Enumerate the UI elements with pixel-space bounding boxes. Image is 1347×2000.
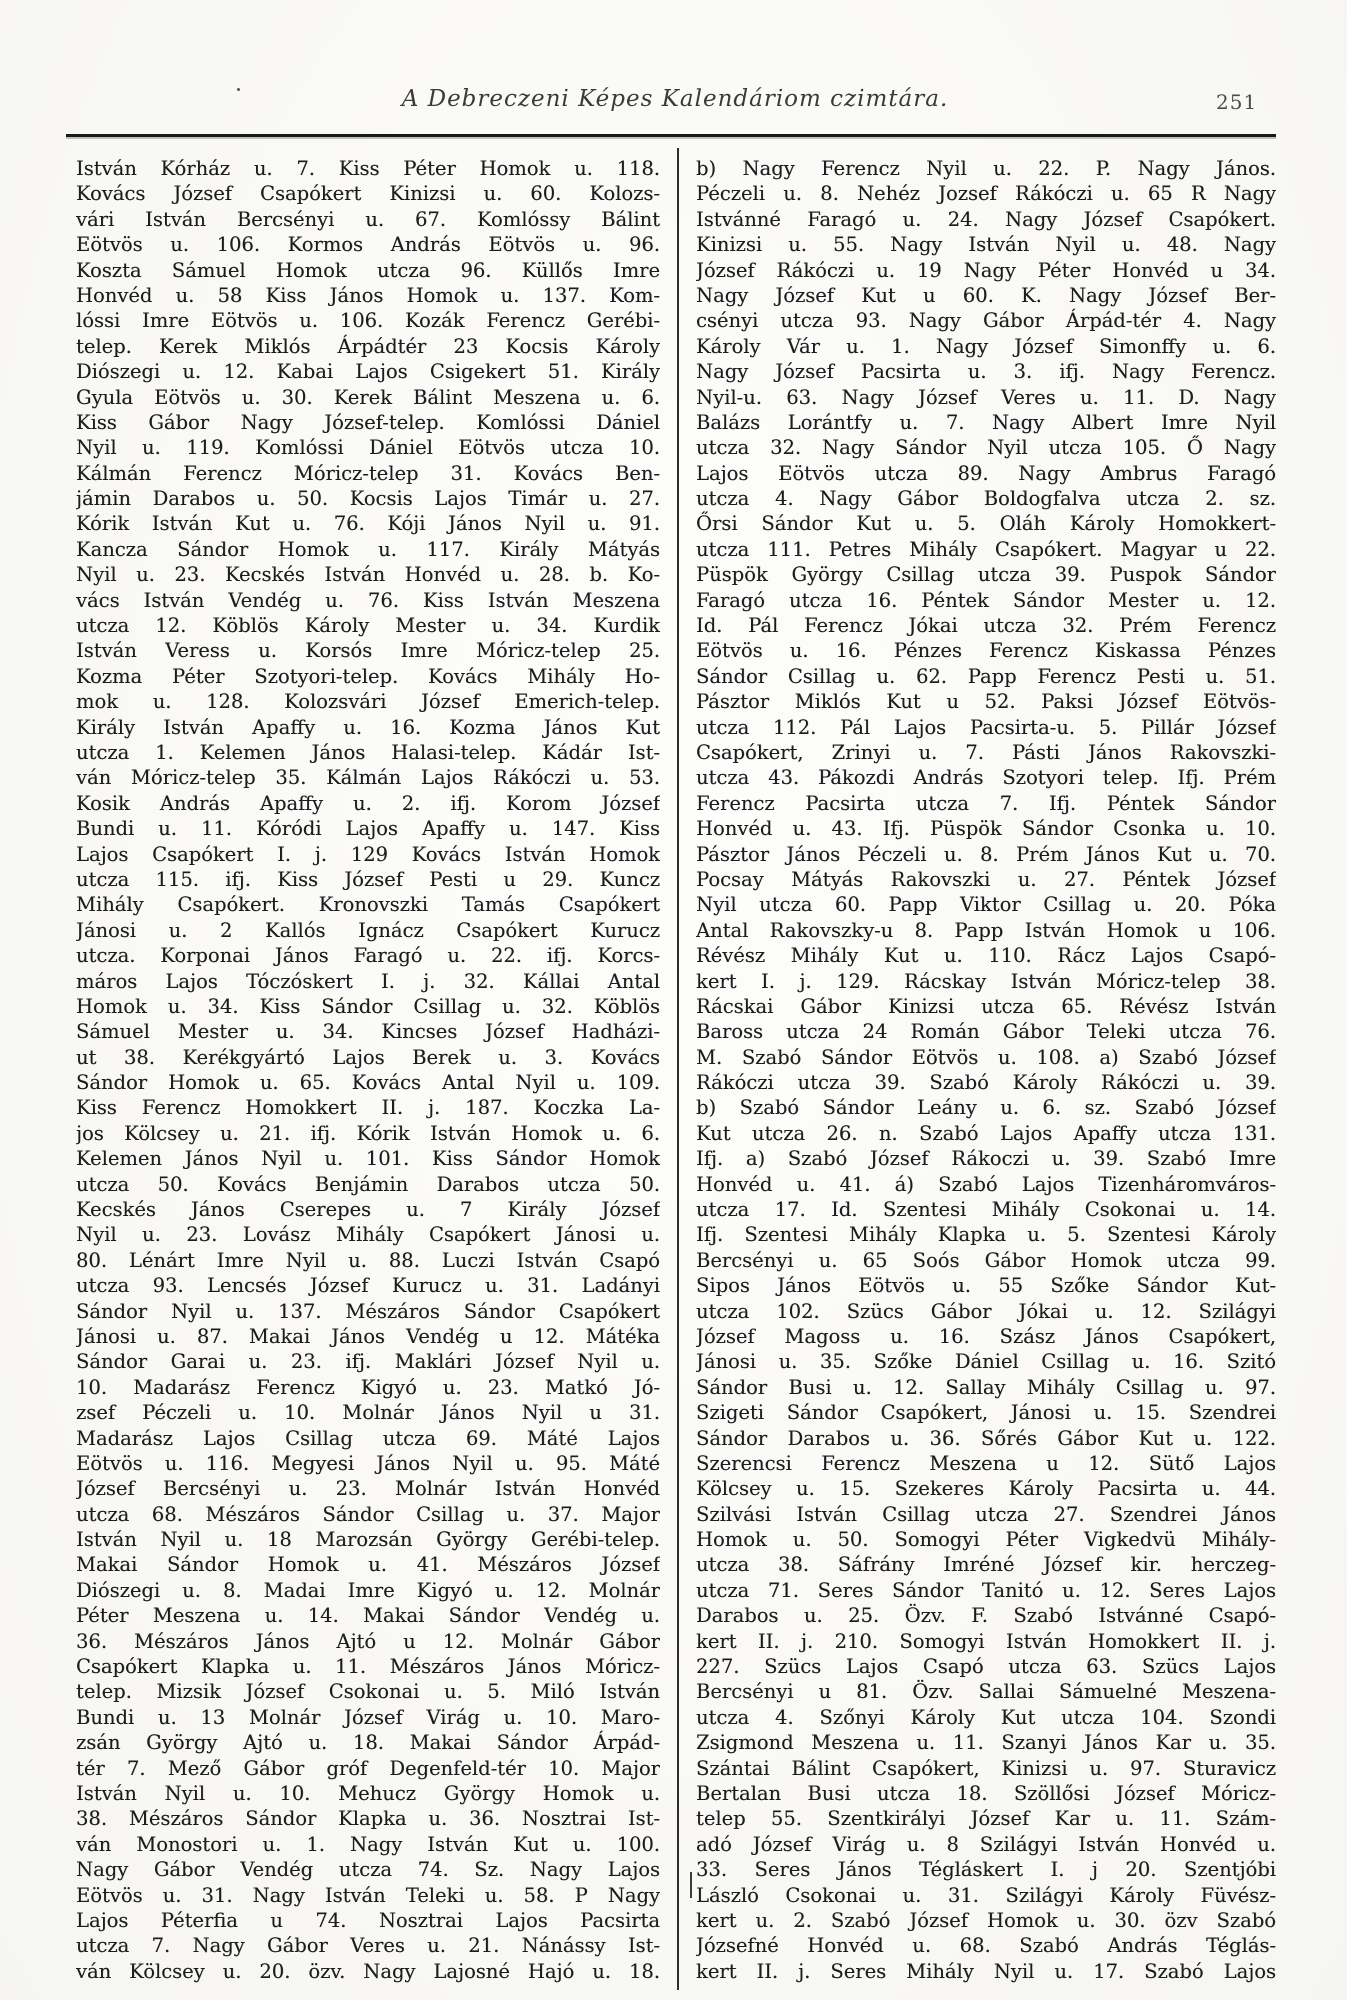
text-line: Bercsényi u. 65 Soós Gábor Homok utcza 99. <box>696 1248 1276 1272</box>
text-line: Honvéd u. 43. Ifj. Püspök Sándor Csonka u. 10. <box>696 817 1276 841</box>
text-line: Nyil u. 119. Komlóssi Dániel Eötvös utcza 10. <box>76 436 660 460</box>
text-line: Kancza Sándor Homok u. 117. Király Mátyás <box>76 537 660 561</box>
text-line: Péter Meszena u. 14. Makai Sándor Vendég u. <box>76 1604 660 1628</box>
text-line: csényi utcza 93. Nagy Gábor Árpád-tér 4. Nagy <box>696 309 1276 333</box>
text-line: Szigeti Sándor Csapókert, Jánosi u. 15. Szendrei <box>696 1401 1276 1425</box>
text-line: 10. Madarász Ferencz Kigyó u. 23. Matkó Jó- <box>76 1375 660 1399</box>
scan-speck <box>237 88 240 91</box>
text-line: Sándor Garai u. 23. ifj. Maklári József Nyil u. <box>76 1350 660 1374</box>
text-line: telep 55. Szentkirályi József Kar u. 11. Szám- <box>696 1807 1276 1831</box>
text-line: utcza 43. Pákozdi András Szotyori telep. Ifj. Prém <box>696 766 1276 790</box>
text-line: Sándor Darabos u. 36. Sőrés Gábor Kut u. 122. <box>696 1426 1276 1450</box>
text-line: utcza 38. Sáfrány Imréné József kir. herczeg- <box>696 1553 1276 1577</box>
text-line: 38. Mészáros Sándor Klapka u. 36. Nosztrai Ist- <box>76 1807 660 1831</box>
text-line: Pocsay Mátyás Rakovszki u. 27. Péntek József <box>696 867 1276 891</box>
text-line: Id. Pál Ferencz Jókai utcza 32. Prém Ferencz <box>696 614 1276 638</box>
text-line: kert II. j. Seres Mihály Nyil u. 17. Szabó Lajos <box>696 1959 1276 1983</box>
text-line: jos Kölcsey u. 21. ifj. Kórik István Homok u. 6. <box>76 1121 660 1145</box>
text-line: Kinizsi u. 55. Nagy István Nyil u. 48. Nagy <box>696 233 1276 257</box>
text-line: Lajos Eötvös utcza 89. Nagy Ambrus Faragó <box>696 461 1276 485</box>
text-line: Mihály Csapókert. Kronovszki Tamás Csapókert <box>76 893 660 917</box>
text-line: Faragó utcza 16. Péntek Sándor Mester u. 12. <box>696 588 1276 612</box>
text-line: Eötvös u. 116. Megyesi János Nyil u. 95. Máté <box>76 1451 660 1475</box>
scan-speck <box>690 1872 692 1898</box>
text-line: ván Kölcsey u. 20. özv. Nagy Lajosné Hajó u. 18. <box>76 1959 660 1983</box>
text-line: Kálmán Ferencz Móricz-telep 31. Kovács Ben- <box>76 461 660 485</box>
text-line: Bundi u. 13 Molnár József Virág u. 10. Maro- <box>76 1705 660 1729</box>
text-line: ván Móricz-telep 35. Kálmán Lajos Rákóczi u. 53. <box>76 766 660 790</box>
text-line: utcza 4. Nagy Gábor Boldogfalva utcza 2. sz. <box>696 487 1276 511</box>
text-line: kert I. j. 129. Rácskay István Móricz-telep 38. <box>696 969 1276 993</box>
text-line: Kut utcza 26. n. Szabó Lajos Apaffy utcza 131. <box>696 1121 1276 1145</box>
text-line: b) Szabó Sándor Leány u. 6. sz. Szabó József <box>696 1096 1276 1120</box>
text-line: Darabos u. 25. Özv. F. Szabó Istvánné Csapó- <box>696 1604 1276 1628</box>
text-line: Péczeli u. 8. Nehéz Jozsef Rákóczi u. 65 R Nagy <box>696 182 1276 206</box>
text-line: Nyil utcza 60. Papp Viktor Csillag u. 20. Póka <box>696 893 1276 917</box>
text-line: Eötvös u. 16. Pénzes Ferencz Kiskassa Pénzes <box>696 639 1276 663</box>
text-line: 227. Szücs Lajos Csapó utcza 63. Szücs Lajos <box>696 1655 1276 1679</box>
text-line: Jánosi u. 2 Kallós Ignácz Csapókert Kurucz <box>76 918 660 942</box>
text-line: Pásztor János Péczeli u. 8. Prém János Kut u. 70. <box>696 842 1276 866</box>
text-line: József Magoss u. 16. Szász János Csapókert, <box>696 1324 1276 1348</box>
text-line: Diószegi u. 12. Kabai Lajos Csigekert 51. Király <box>76 360 660 384</box>
text-line: Madarász Lajos Csillag utcza 69. Máté Lajos <box>76 1426 660 1450</box>
text-line: Makai Sándor Homok u. 41. Mészáros József <box>76 1553 660 1577</box>
page-number: 251 <box>1216 90 1258 114</box>
text-line: Istvánné Faragó u. 24. Nagy József Csapókert. <box>696 207 1276 231</box>
text-line: utcza. Korponai János Faragó u. 22. ifj. Korcs- <box>76 944 660 968</box>
text-line: Antal Rakovszky-u 8. Papp István Homok u 106. <box>696 918 1276 942</box>
text-line: Baross utcza 24 Román Gábor Teleki utcza 76. <box>696 1020 1276 1044</box>
text-line: Homok u. 34. Kiss Sándor Csillag u. 32. Köblös <box>76 994 660 1018</box>
text-line: utcza 112. Pál Lajos Pacsirta-u. 5. Pillár József <box>696 715 1276 739</box>
text-line: Sipos János Eötvös u. 55 Szőke Sándor Kut- <box>696 1274 1276 1298</box>
text-line: Sándor Nyil u. 137. Mészáros Sándor Csapókert <box>76 1299 660 1323</box>
text-line: Révész Mihály Kut u. 110. Rácz Lajos Csapó- <box>696 944 1276 968</box>
text-line: b) Nagy Ferencz Nyil u. 22. P. Nagy János. <box>696 157 1276 180</box>
text-line: Kiss Gábor Nagy József-telep. Komlóssi Dániel <box>76 410 660 434</box>
text-line: zsán György Ajtó u. 18. Makai Sándor Árpád- <box>76 1731 660 1755</box>
text-line: Eötvös u. 31. Nagy István Teleki u. 58. P Nagy <box>76 1883 660 1907</box>
text-line: Ifj. a) Szabó József Rákoczi u. 39. Szabó Imre <box>696 1147 1276 1171</box>
text-line: M. Szabó Sándor Eötvös u. 108. a) Szabó József <box>696 1045 1276 1069</box>
text-line: Sándor Csillag u. 62. Papp Ferencz Pesti u. 51. <box>696 664 1276 688</box>
column-divider <box>677 148 679 1990</box>
text-line: Csapókert, Zrinyi u. 7. Pásti János Rakovszki- <box>696 740 1276 764</box>
text-line: utcza 68. Mészáros Sándor Csillag u. 37. Major <box>76 1502 660 1526</box>
left-column <box>76 156 660 1984</box>
text-line: Nyil u. 23. Lovász Mihály Csapókert Jánosi u. <box>76 1223 660 1247</box>
text-line: Koszta Sámuel Homok utcza 96. Küllős Imre <box>76 258 660 282</box>
text-line: kert u. 2. Szabó József Homok u. 30. özv Szabó <box>696 1908 1276 1932</box>
text-line: Szántai Bálint Csapókert, Kinizsi u. 97. Sturavicz <box>696 1756 1276 1780</box>
text-line: vács István Vendég u. 76. Kiss István Meszena <box>76 588 660 612</box>
text-line: Balázs Lorántfy u. 7. Nagy Albert Imre Nyil <box>696 410 1276 434</box>
text-line: Nyil u. 23. Kecskés István Honvéd u. 28. b. Ko- <box>76 563 660 587</box>
text-line: Rákóczi utcza 39. Szabó Károly Rákóczi u. 39. <box>696 1071 1276 1095</box>
text-line: adó József Virág u. 8 Szilágyi István Honvéd u. <box>696 1832 1276 1856</box>
text-line: Ferencz Pacsirta utcza 7. Ifj. Péntek Sándor <box>696 791 1276 815</box>
text-line: kert II. j. 210. Somogyi István Homokkert II. j. <box>696 1629 1276 1653</box>
text-line: Kovács József Csapókert Kinizsi u. 60. Kolozs- <box>76 182 660 206</box>
text-line: Diószegi u. 8. Madai Imre Kigyó u. 12. Molnár <box>76 1578 660 1602</box>
text-line: utcza 17. Id. Szentesi Mihály Csokonai u. 14. <box>696 1198 1276 1222</box>
text-line: Bundi u. 11. Kóródi Lajos Apaffy u. 147. Kiss <box>76 817 660 841</box>
text-line: utcza 71. Seres Sándor Tanitó u. 12. Seres Lajos <box>696 1578 1276 1602</box>
text-line: Bercsényi u 81. Özv. Sallai Sámuelné Meszena- <box>696 1680 1276 1704</box>
text-line: Jánosi u. 35. Szőke Dániel Csillag u. 16. Szitó <box>696 1350 1276 1374</box>
text-line: Jánosi u. 87. Makai János Vendég u 12. Mátéka <box>76 1324 660 1348</box>
text-line: Nagy Gábor Vendég utcza 74. Sz. Nagy Lajos <box>76 1858 660 1882</box>
header-rule <box>66 134 1276 137</box>
text-line: Sámuel Mester u. 34. Kincses József Hadházi- <box>76 1020 660 1044</box>
text-line: utcza 4. Szőnyi Károly Kut utcza 104. Szondi <box>696 1705 1276 1729</box>
text-line: Kecskés János Cserepes u. 7 Király József <box>76 1198 660 1222</box>
text-line: 36. Mészáros János Ajtó u 12. Molnár Gábor <box>76 1629 660 1653</box>
text-line: Bertalan Busi utcza 18. Szöllősi József Móricz- <box>696 1782 1276 1805</box>
text-line: mok u. 128. Kolozsvári József Emerich-telep. <box>76 690 660 714</box>
text-line: máros Lajos Tóczóskert I. j. 32. Kállai Antal <box>76 969 660 993</box>
text-line: Lajos Csapókert I. j. 129 Kovács István Homok <box>76 842 660 866</box>
text-line: Kölcsey u. 15. Szekeres Károly Pacsirta u. 44. <box>696 1477 1276 1501</box>
text-line: utcza 115. ifj. Kiss József Pesti u 29. Kuncz <box>76 867 660 891</box>
text-line: telep. Mizsik József Csokonai u. 5. Miló István <box>76 1680 660 1704</box>
text-line: Kiss Ferencz Homokkert II. j. 187. Koczka La- <box>76 1096 660 1120</box>
text-line: utcza 7. Nagy Gábor Veres u. 21. Nánássy Ist- <box>76 1934 660 1958</box>
text-line: Kosik András Apaffy u. 2. ifj. Korom József <box>76 791 660 815</box>
text-line: Károly Vár u. 1. Nagy József Simonffy u. 6. <box>696 334 1276 358</box>
page-title: A Debreczeni Képes Kalendáriom czimtára. <box>401 86 949 112</box>
text-line: utcza 102. Szücs Gábor Jókai u. 12. Szilágyi <box>696 1299 1276 1323</box>
text-line: Eötvös u. 106. Kormos András Eötvös u. 96. <box>76 233 660 257</box>
text-line: István Kórház u. 7. Kiss Péter Homok u. 118. <box>76 157 660 180</box>
text-line: Pásztor Miklós Kut u 52. Paksi József Eötvös- <box>696 690 1276 714</box>
text-line: Kelemen János Nyil u. 101. Kiss Sándor Homok <box>76 1147 660 1171</box>
text-line: utcza 111. Petres Mihály Csapókert. Magyar u 22. <box>696 537 1276 561</box>
right-column <box>696 156 1276 1984</box>
text-line: Homok u. 50. Somogyi Péter Vigkedvü Mihály- <box>696 1528 1276 1552</box>
text-line: Nagy József Pacsirta u. 3. ifj. Nagy Ferencz. <box>696 360 1276 384</box>
text-line: Ifj. Szentesi Mihály Klapka u. 5. Szentesi Károly <box>696 1223 1276 1247</box>
text-line: Sándor Homok u. 65. Kovács Antal Nyil u. 109. <box>76 1071 660 1095</box>
text-line: lóssi Imre Eötvös u. 106. Kozák Ferencz Gerébi- <box>76 309 660 333</box>
text-line: Kórik István Kut u. 76. Kóji János Nyil u. 91. <box>76 512 660 536</box>
text-line: Zsigmond Meszena u. 11. Szanyi János Kar u. 35. <box>696 1731 1276 1755</box>
text-line: Honvéd u. 41. á) Szabó Lajos Tizenháromváros- <box>696 1172 1276 1196</box>
text-line: Lajos Péterfia u 74. Nosztrai Lajos Pacsirta <box>76 1908 660 1932</box>
text-line: Csapókert Klapka u. 11. Mészáros János Móricz- <box>76 1655 660 1679</box>
text-line: utcza 32. Nagy Sándor Nyil utcza 105. Ő Nagy <box>696 436 1276 460</box>
text-line: utcza 93. Lencsés József Kurucz u. 31. Ladányi <box>76 1274 660 1298</box>
text-line: József Rákóczi u. 19 Nagy Péter Honvéd u 34. <box>696 258 1276 282</box>
text-line: Kozma Péter Szotyori-telep. Kovács Mihály Ho- <box>76 664 660 688</box>
text-line: ut 38. Kerékgyártó Lajos Berek u. 3. Kovács <box>76 1045 660 1069</box>
text-line: Király István Apaffy u. 16. Kozma János Kut <box>76 715 660 739</box>
text-line: Honvéd u. 58 Kiss János Homok u. 137. Kom- <box>76 283 660 307</box>
text-line: utcza 50. Kovács Benjámin Darabos utcza 50. <box>76 1172 660 1196</box>
text-line: Gyula Eötvös u. 30. Kerek Bálint Meszena u. 6. <box>76 385 660 409</box>
text-line: Őrsi Sándor Kut u. 5. Oláh Károly Homokkert- <box>696 512 1276 536</box>
text-line: 80. Lénárt Imre Nyil u. 88. Luczi István Csapó <box>76 1248 660 1272</box>
text-line: ván Monostori u. 1. Nagy István Kut u. 100. <box>76 1832 660 1856</box>
text-line: Rácskai Gábor Kinizsi utcza 65. Révész István <box>696 994 1276 1018</box>
text-line: Sándor Busi u. 12. Sallay Mihály Csillag u. 97. <box>696 1375 1276 1399</box>
text-line: telep. Kerek Miklós Árpádtér 23 Kocsis Károly <box>76 334 660 358</box>
text-line: tér 7. Mező Gábor gróf Degenfeld-tér 10. Major <box>76 1756 660 1780</box>
text-line: István Nyil u. 18 Marozsán György Gerébi-telep. <box>76 1528 660 1552</box>
text-line: István Nyil u. 10. Mehucz György Homok u. <box>76 1782 660 1805</box>
text-line: Szilvási István Csillag utcza 27. Szendrei János <box>696 1502 1276 1526</box>
text-line: Nyil-u. 63. Nagy József Veres u. 11. D. Nagy <box>696 385 1276 409</box>
text-line: Püspök György Csillag utcza 39. Puspok Sándor <box>696 563 1276 587</box>
text-line: Szerencsi Ferencz Meszena u 12. Sütő Lajos <box>696 1451 1276 1475</box>
text-line: utcza 1. Kelemen János Halasi-telep. Kádár Ist- <box>76 740 660 764</box>
text-line: Nagy József Kut u 60. K. Nagy József Ber- <box>696 283 1276 307</box>
text-line: József Bercsényi u. 23. Molnár István Honvéd <box>76 1477 660 1501</box>
text-line: Józsefné Honvéd u. 68. Szabó András Téglás- <box>696 1934 1276 1958</box>
text-line: 33. Seres János Tégláskert I. j 20. Szentjóbi <box>696 1858 1276 1882</box>
text-line: vári István Bercsényi u. 67. Komlóssy Bálint <box>76 207 660 231</box>
text-line: László Csokonai u. 31. Szilágyi Károly Füvész- <box>696 1883 1276 1907</box>
text-line: zsef Péczeli u. 10. Molnár János Nyil u 31. <box>76 1401 660 1425</box>
text-line: jámin Darabos u. 50. Kocsis Lajos Timár u. 27. <box>76 487 660 511</box>
text-line: István Veress u. Korsós Imre Móricz-telep 25. <box>76 639 660 663</box>
text-line: utcza 12. Köblös Károly Mester u. 34. Kurdik <box>76 614 660 638</box>
